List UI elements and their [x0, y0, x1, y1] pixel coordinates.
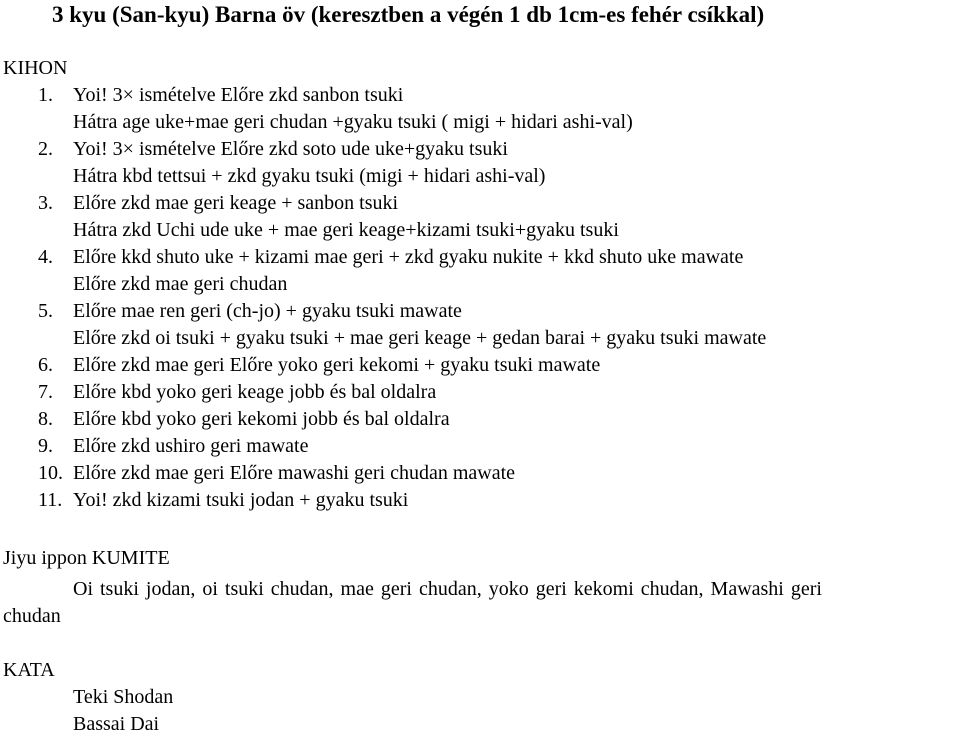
item-number: 3. — [38, 192, 53, 214]
kumite-heading: Jiyu ippon KUMITE — [3, 547, 170, 569]
item-text: Yoi! 3× ismételve Előre zkd soto ude uke+gyaku tsuki — [73, 138, 508, 160]
kihon-heading: KIHON — [3, 57, 68, 79]
kumite-text-continued: chudan — [3, 605, 61, 627]
item-text: Előre zkd mae geri keage + sanbon tsuki — [73, 192, 399, 214]
item-number: 1. — [38, 84, 53, 106]
item-text: Yoi! zkd kizami tsuki jodan + gyaku tsuki — [73, 489, 409, 511]
item-text: Yoi! 3× ismételve Előre zkd sanbon tsuki — [73, 84, 404, 106]
item-text: Előre zkd mae geri chudan — [73, 273, 288, 295]
item-number: 11. — [38, 489, 63, 511]
item-number: 9. — [38, 435, 53, 457]
item-number: 10. — [38, 462, 63, 484]
item-text: Előre kbd yoko geri kekomi jobb és bal oldalra — [73, 408, 450, 430]
page-title: 3 kyu (San-kyu) Barna öv (keresztben a végén 1 db 1cm-es fehér csíkkal) — [52, 2, 765, 27]
item-text: Előre mae ren geri (ch-jo) + gyaku tsuki mawate — [73, 300, 462, 322]
item-number: 2. — [38, 138, 53, 160]
item-text: Hátra zkd Uchi ude uke + mae geri keage+kizami tsuki+gyaku tsuki — [73, 219, 619, 241]
kata-item: Teki Shodan — [73, 686, 174, 708]
item-number: 8. — [38, 408, 53, 430]
item-text: Előre zkd mae geri Előre yoko geri kekomi + gyaku tsuki mawate — [73, 354, 601, 376]
item-text: Hátra age uke+mae geri chudan +gyaku tsuki ( migi + hidari ashi-val) — [73, 111, 633, 133]
item-text: Előre zkd oi tsuki + gyaku tsuki + mae geri keage + gedan barai + gyaku tsuki mawate — [73, 327, 767, 349]
kata-heading: KATA — [3, 659, 55, 681]
kata-item: Bassai Dai — [73, 713, 160, 735]
item-text: Előre kkd shuto uke + kizami mae geri + zkd gyaku nukite + kkd shuto uke mawate — [73, 246, 744, 268]
item-number: 5. — [38, 300, 53, 322]
item-text: Előre zkd mae geri Előre mawashi geri chudan mawate — [73, 462, 516, 484]
item-number: 6. — [38, 354, 53, 376]
item-text: Hátra kbd tettsui + zkd gyaku tsuki (migi + hidari ashi-val) — [73, 165, 546, 187]
kumite-text: Oi tsuki jodan, oi tsuki chudan, mae geri chudan, yoko geri kekomi chudan, Mawashi geri — [73, 578, 822, 600]
item-text: Előre kbd yoko geri keage jobb és bal oldalra — [73, 381, 437, 403]
item-number: 4. — [38, 246, 53, 268]
item-text: Előre zkd ushiro geri mawate — [73, 435, 309, 457]
item-number: 7. — [38, 381, 53, 403]
